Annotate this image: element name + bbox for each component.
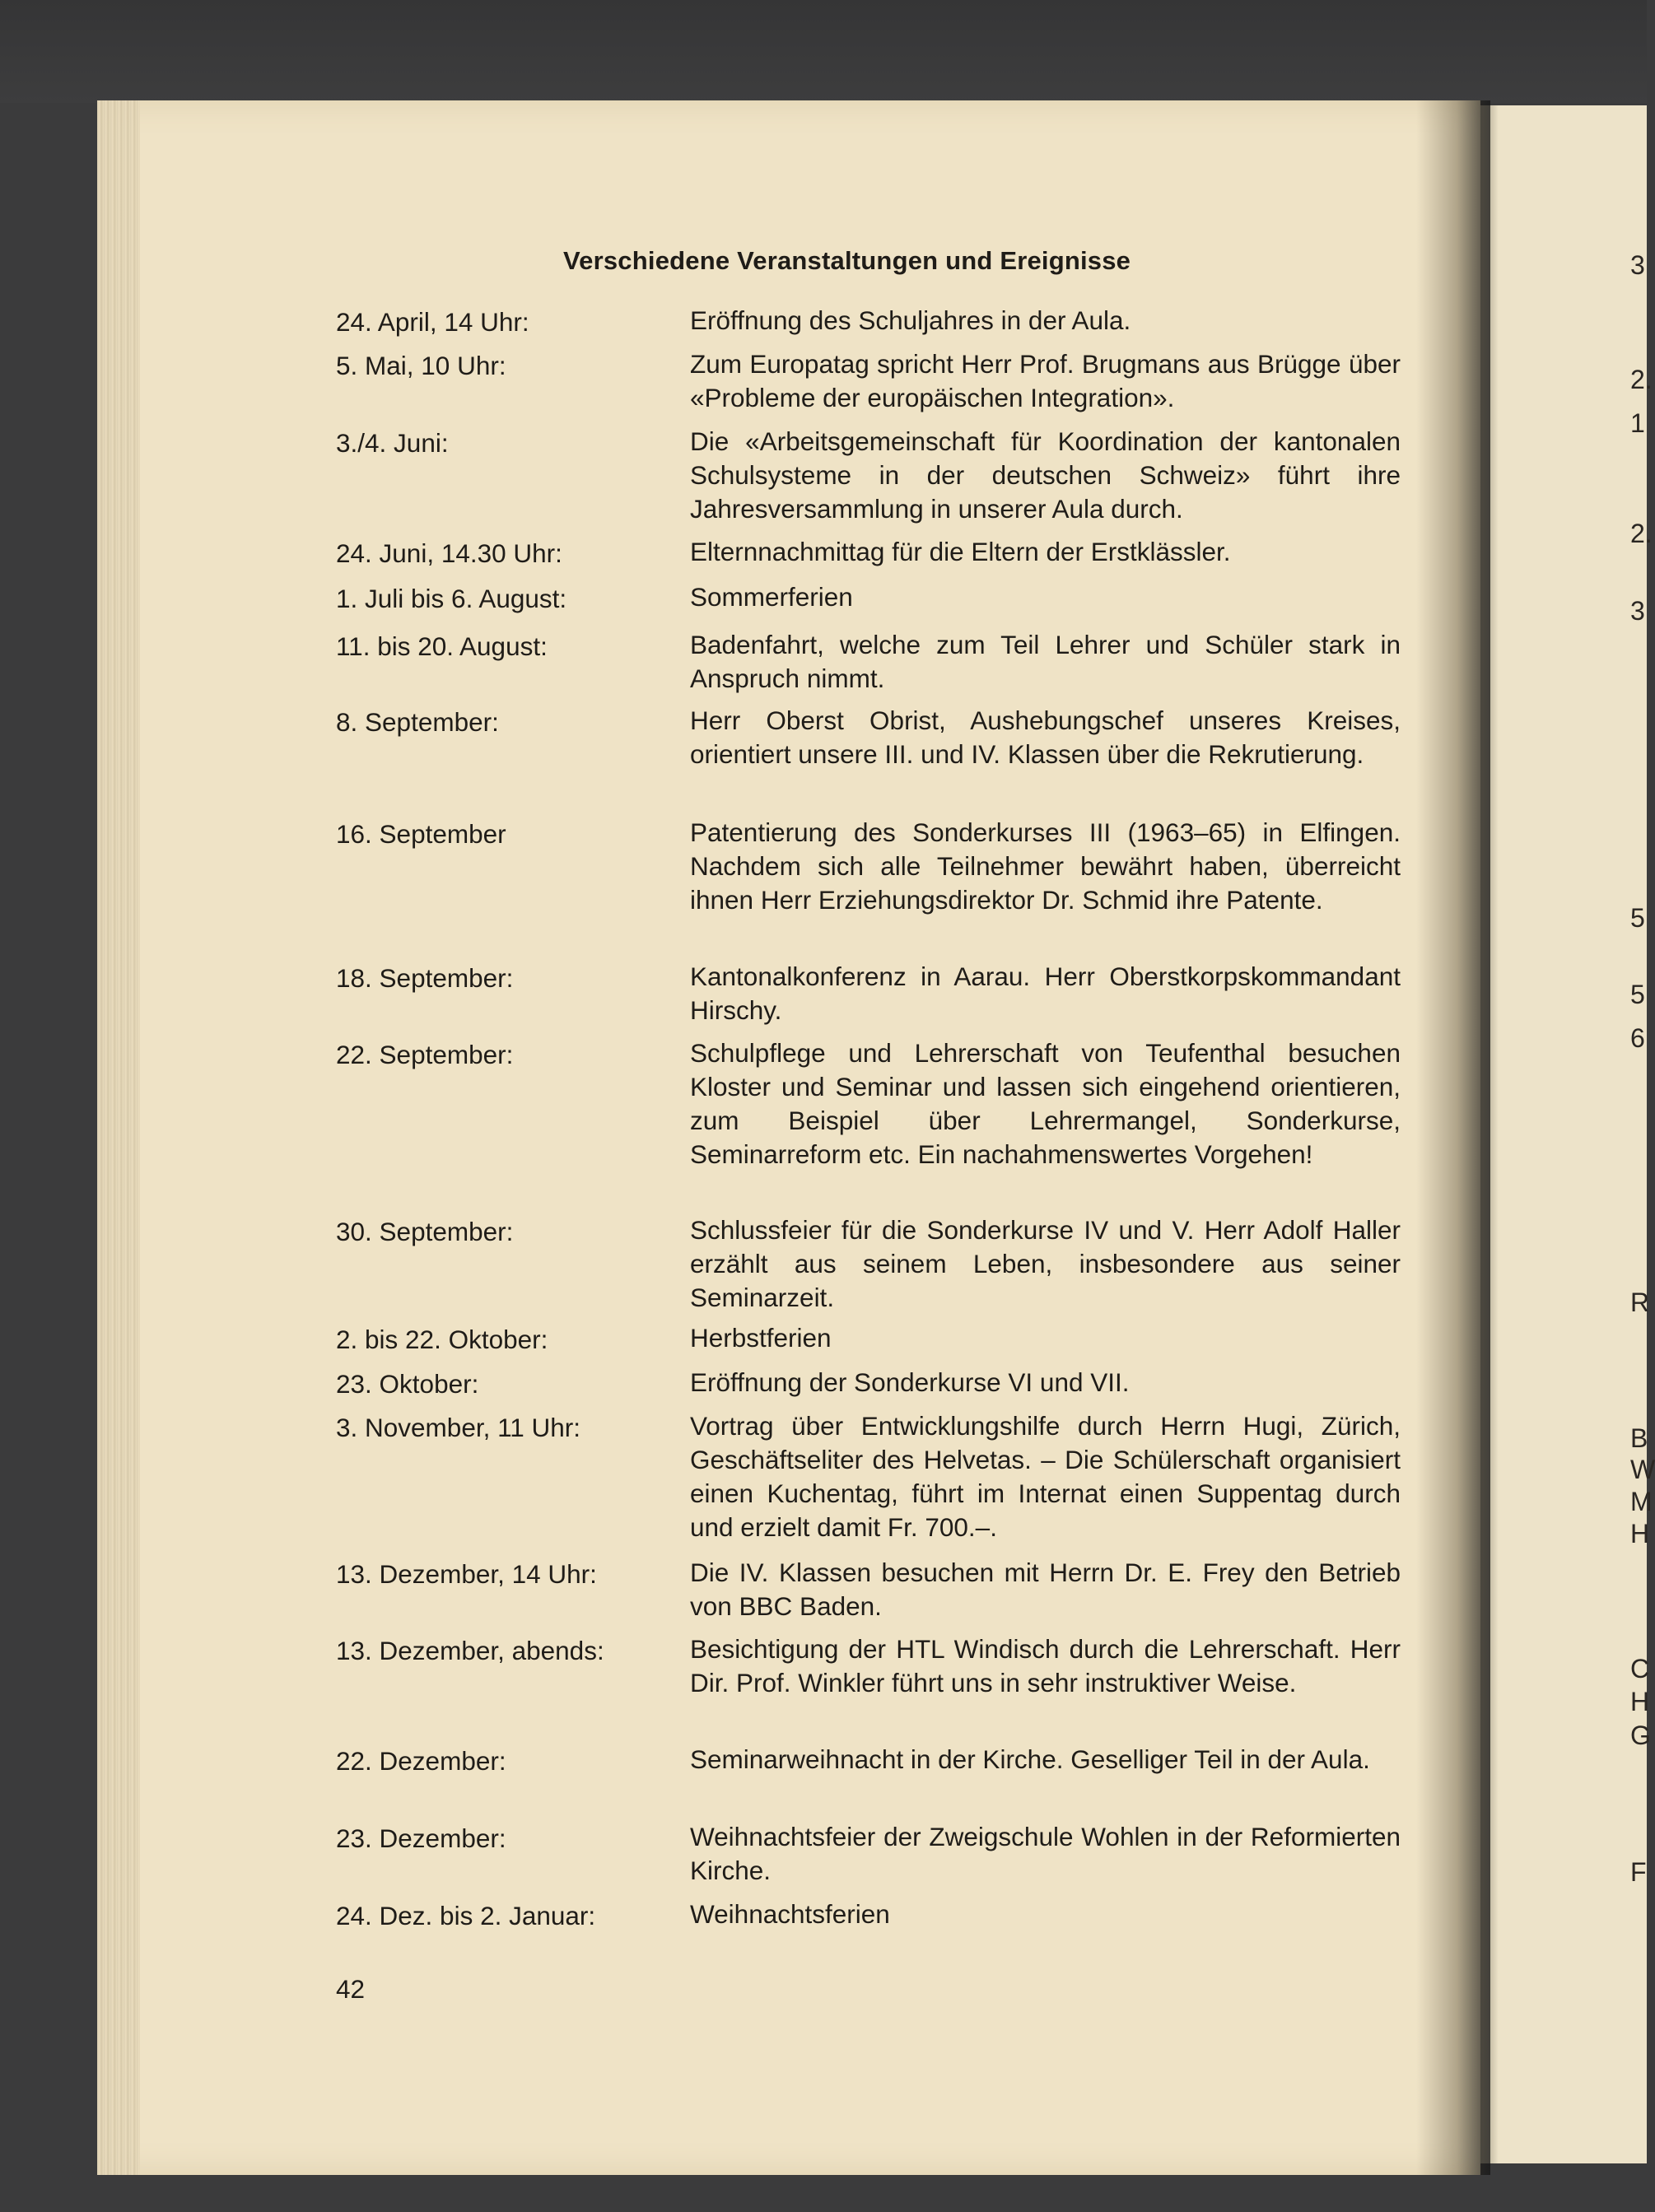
facing-page-fragment: R (1630, 1288, 1650, 1317)
facing-page-fragment: 1 (1630, 408, 1645, 438)
event-date: 13. Dezember, 14 Uhr: (336, 1559, 597, 1589)
facing-page-fragment: M (1630, 1487, 1653, 1516)
facing-page-fragment: 5 (1630, 980, 1645, 1009)
event-description: Weihnachtsferien (690, 1899, 890, 1929)
event-description: Seminarweihnacht in der Kirche. Geselliger Teil in der Aula. (690, 1744, 1370, 1774)
event-date: 23. Dezember: (336, 1823, 506, 1853)
event-date: 30. September: (336, 1217, 514, 1246)
event-date: 8. September: (336, 707, 499, 737)
event-description: Schulpflege und Lehrerschaft von Teufenthal besuchen Kloster und Seminar und lassen sich eingehend orientieren, zum Beispiel über Lehrermangel, Sonderkurse, Seminarreform etc. Ein nachahmenswertes Vorgehen! (690, 1038, 1401, 1169)
facing-page-fragment: 5 (1630, 903, 1645, 933)
facing-page-fragment: W (1630, 1455, 1655, 1484)
facing-page-fragment: G (1630, 1721, 1651, 1750)
facing-page-fragment: B (1630, 1423, 1648, 1453)
event-date: 24. Dez. bis 2. Januar: (336, 1901, 596, 1930)
event-date: 16. September (336, 819, 506, 849)
facing-page-fragment: 6 (1630, 1023, 1645, 1053)
page-heading: Verschiedene Veranstaltungen und Ereignisse (563, 246, 1131, 275)
event-date: 3. November, 11 Uhr: (336, 1413, 581, 1442)
event-description: Eröffnung der Sonderkurse VI und VII. (690, 1367, 1130, 1397)
event-date: 3./4. Juni: (336, 428, 449, 458)
event-description: Kantonalkonferenz in Aarau. Herr Oberstkorpskommandant Hirschy. (690, 962, 1401, 1025)
facing-page-fragment: H (1630, 1687, 1650, 1716)
event-description: Eröffnung des Schuljahres in der Aula. (690, 305, 1131, 335)
event-description: Schlussfeier für die Sonderkurse IV und V. Herr Adolf Haller erzählt aus seinem Leben, insbesondere aus seiner Seminarzeit. (690, 1215, 1401, 1312)
event-description: Die «Arbeitsgemeinschaft für Koordination der kantonalen Schulsysteme in der deutschen Schweiz» führt ihre Jahresversammlung in unserer Aula durch. (690, 426, 1401, 524)
event-date: 24. April, 14 Uhr: (336, 307, 529, 337)
facing-page-fragment: 3 (1630, 250, 1645, 280)
event-description: Elternnachmittag für die Eltern der Erstklässler. (690, 537, 1231, 566)
page-stack-edge (97, 100, 140, 2175)
event-date: 13. Dezember, abends: (336, 1636, 604, 1665)
event-date: 22. September: (336, 1040, 514, 1069)
page-number: 42 (336, 1974, 366, 2004)
scanner-background (0, 0, 1647, 103)
event-description: Sommerferien (690, 582, 853, 612)
event-date: 1. Juli bis 6. August: (336, 584, 567, 613)
event-description: Zum Europatag spricht Herr Prof. Brugmans aus Brügge über «Probleme der europäischen Integration». (690, 349, 1401, 412)
facing-page-fragment: F (1630, 1857, 1647, 1887)
event-description: Vortrag über Entwicklungshilfe durch Herrn Hugi, Zürich, Geschäftseliter des Helvetas. – Die Schülerschaft organisiert einen Kuchentag, führt im Internat einen Suppentag durch und erzielt damit Fr. 700.–. (690, 1411, 1401, 1542)
facing-page (1474, 105, 1650, 2163)
event-description: Herr Oberst Obrist, Aushebungschef unseres Kreises, orientiert unsere III. und IV. Klassen über die Rekrutierung. (690, 706, 1401, 769)
event-description: Patentierung des Sonderkurses III (1963–65) in Elfingen. Nachdem sich alle Teilnehmer bewährt haben, überreicht ihnen Herr Erziehungsdirektor Dr. Schmid ihre Patente. (690, 817, 1401, 915)
event-date: 2. bis 22. Oktober: (336, 1325, 548, 1354)
event-date: 18. September: (336, 963, 514, 993)
facing-page-fragment: C (1630, 1654, 1650, 1683)
facing-page-fragment: 2. (1630, 519, 1653, 548)
event-description: Die IV. Klassen besuchen mit Herrn Dr. E. Frey den Betrieb von BBC Baden. (690, 1558, 1401, 1621)
event-date: 22. Dezember: (336, 1746, 506, 1776)
book-gutter-shadow (1416, 100, 1490, 2175)
event-date: 23. Oktober: (336, 1369, 479, 1399)
event-date: 24. Juni, 14.30 Uhr: (336, 538, 562, 568)
facing-page-fragment: H (1630, 1519, 1650, 1548)
event-description: Badenfahrt, welche zum Teil Lehrer und Schüler stark in Anspruch nimmt. (690, 630, 1401, 693)
event-date: 5. Mai, 10 Uhr: (336, 351, 506, 380)
event-description: Besichtigung der HTL Windisch durch die Lehrerschaft. Herr Dir. Prof. Winkler führt uns in sehr instruktiver Weise. (690, 1634, 1401, 1697)
event-description: Weihnachtsfeier der Zweigschule Wohlen in der Reformierten Kirche. (690, 1822, 1401, 1885)
event-date: 11. bis 20. August: (336, 631, 548, 661)
facing-page-fragment: 2. (1630, 365, 1653, 394)
event-description: Herbstferien (690, 1323, 832, 1353)
facing-page-fragment: 3 (1630, 596, 1645, 626)
